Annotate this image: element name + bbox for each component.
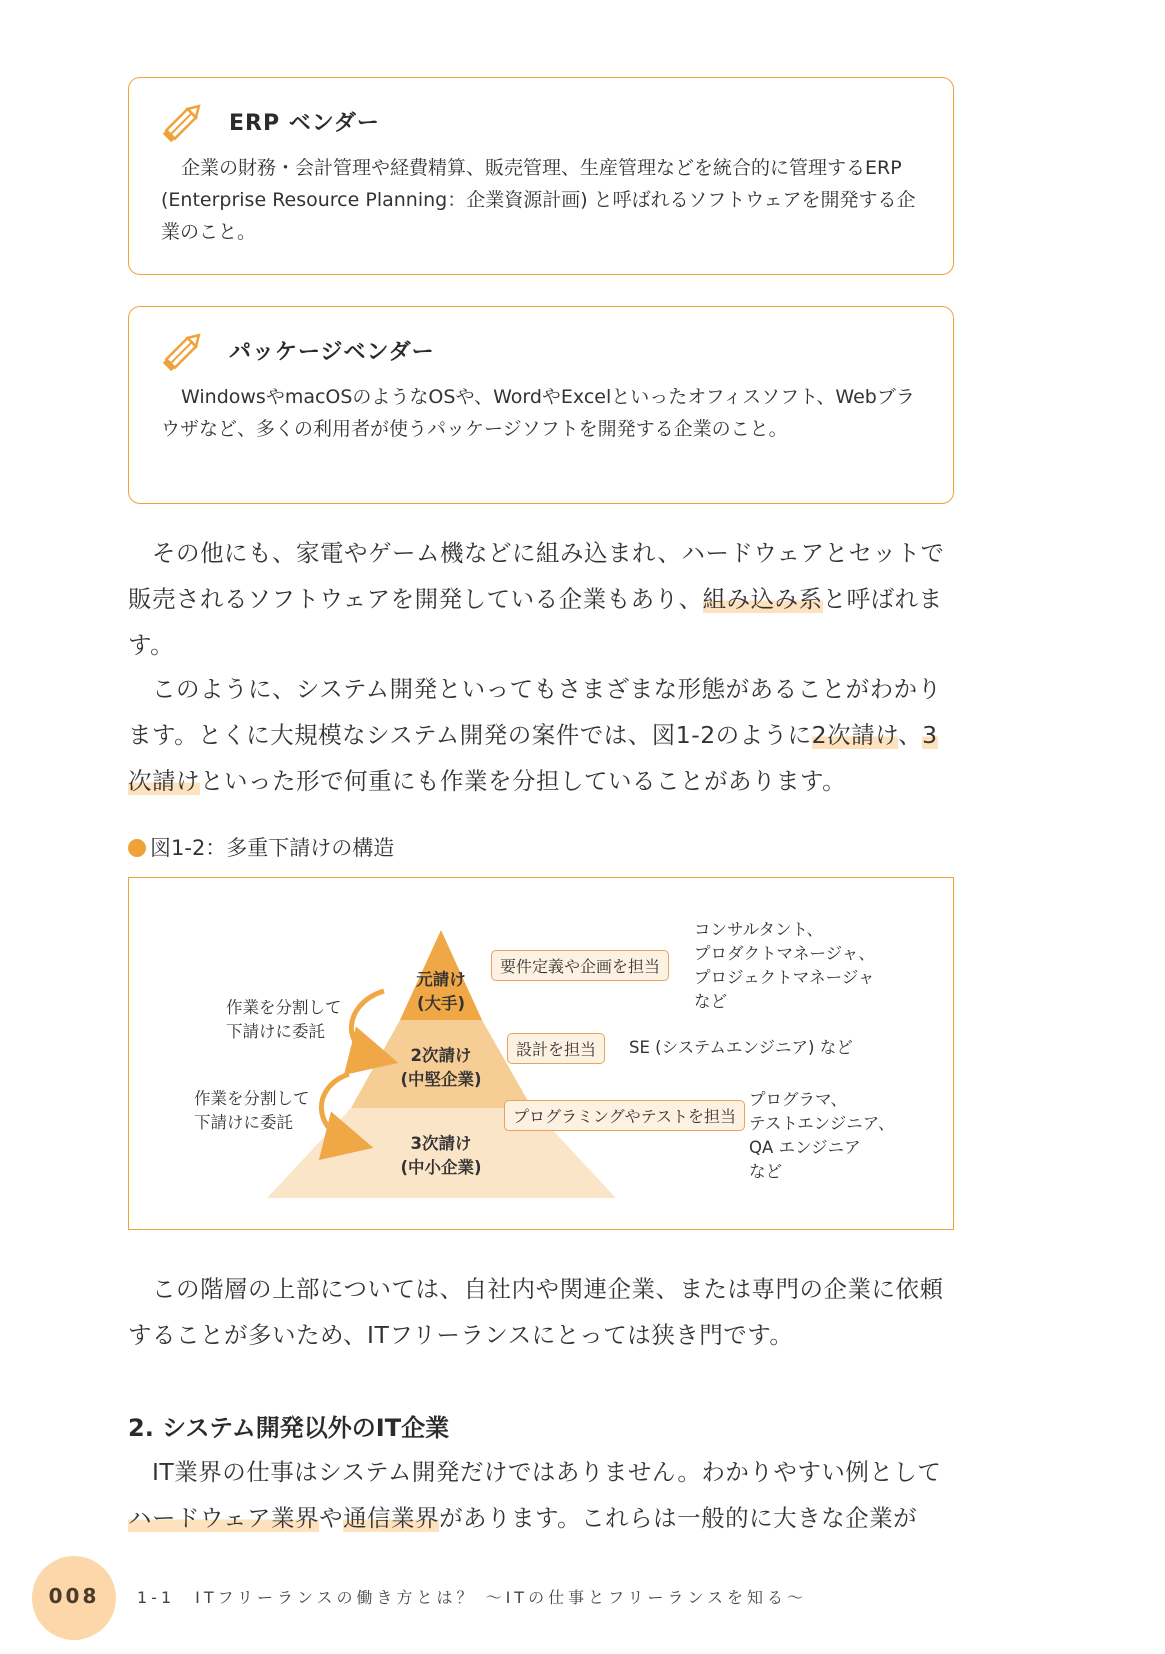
role-line: QA エンジニア <box>749 1138 861 1157</box>
text: があります。これらは一般的に大きな企業が <box>439 1504 918 1532</box>
box-body: WindowsやmacOSのようなOSや、WordやExcelといったオフィスソフト、Webブラウザなど、多くの利用者が使うパッケージソフトを開発する企業のこと。 <box>161 386 915 440</box>
tier-label-prime <box>391 968 491 1016</box>
box-title: ERP ベンダー <box>229 111 380 136</box>
role-line: テストエンジニア、 <box>749 1114 895 1133</box>
highlighted-term: 3次請け <box>128 721 938 795</box>
box-body: 企業の財務・会計管理や経費精算、販売管理、生産管理などを統合的に管理するERP (Enterprise Resource Planning：企業資源計画) と呼ばれるソフトウェアを開発する企業のこと。 <box>161 157 916 243</box>
role-line: プロダクトマネージャ、 <box>694 944 875 963</box>
arrow-label-line: 作業を分割して <box>226 998 342 1017</box>
paragraph-embedded <box>128 530 954 668</box>
arrow-label-2 <box>194 1087 310 1135</box>
tier-name: 3次請け <box>410 1134 472 1153</box>
section-heading: 2. システム開発以外のIT企業 <box>128 1414 450 1442</box>
callout-programming: プログラミングやテストを担当 <box>504 1100 745 1131</box>
text: その他にも、家電やゲーム機などに組み込まれ、ハードウェアとセットで販売されるソフトウェアを開発している企業もあり、 <box>128 539 945 613</box>
callout-requirements: 要件定義や企画を担当 <box>491 950 669 981</box>
text: と呼ばれます。 <box>128 585 943 659</box>
tier-size: (中小企業) <box>400 1158 482 1177</box>
tier-size: (中堅企業) <box>400 1070 482 1089</box>
arrow-label-line: 下請けに委託 <box>194 1113 293 1132</box>
figure-caption-text: 図1-2：多重下請けの構造 <box>150 836 395 860</box>
role-line: コンサルタント、 <box>694 920 824 939</box>
paragraph-subcontracting <box>128 666 954 804</box>
role-line: など <box>749 1162 782 1181</box>
pencil-icon <box>159 325 209 375</box>
text: といった形で何重にも作業を分担していることがあります。 <box>200 767 847 795</box>
figure-caption <box>128 832 394 862</box>
text: や <box>319 1504 344 1532</box>
roles-bottom <box>749 1088 894 1184</box>
box-title: パッケージベンダー <box>229 340 435 365</box>
arrow-label-1 <box>226 996 342 1044</box>
arrow-label-line: 下請けに委託 <box>226 1022 325 1041</box>
text: このように、システム開発といってもさまざまな形態があることがわかります。とくに大規模なシステム開発の案件では、図1-2のように <box>128 675 942 749</box>
bullet-dot-icon <box>128 839 146 857</box>
role-line: プログラマ、 <box>749 1090 848 1109</box>
roles-middle <box>629 1036 853 1060</box>
running-head: 1-1 ITフリーランスの働き方とは？ ～ITの仕事とフリーランスを知る～ <box>137 1588 807 1607</box>
term-box-erp <box>128 77 954 275</box>
term-box-package <box>128 306 954 504</box>
highlighted-term: 通信業界 <box>343 1504 440 1532</box>
role-line: プロジェクトマネージャ <box>694 968 875 987</box>
text: 、 <box>898 721 923 749</box>
pyramid-figure <box>128 877 954 1230</box>
highlighted-term: ハードウェア業界 <box>128 1504 320 1532</box>
highlighted-term: 組み込み系 <box>702 585 823 613</box>
tier-label-second <box>371 1044 511 1092</box>
callout-design: 設計を担当 <box>507 1033 605 1064</box>
tier-name: 2次請け <box>410 1046 472 1065</box>
pencil-icon <box>159 96 209 146</box>
tier-size: (大手) <box>416 994 466 1013</box>
tier-name: 元請け <box>416 970 466 989</box>
page-number: 008 <box>48 1584 100 1608</box>
highlighted-term: 2次請け <box>811 721 899 749</box>
tier-label-third <box>371 1132 511 1180</box>
text: IT業界の仕事はシステム開発だけではありません。わかりやすい例として <box>152 1458 942 1486</box>
page-number-badge <box>32 1556 116 1640</box>
role-line: SE (システムエンジニア) など <box>629 1038 853 1057</box>
role-line: など <box>694 992 727 1011</box>
arrow-label-line: 作業を分割して <box>194 1089 310 1108</box>
roles-top <box>694 918 875 1014</box>
paragraph-other-industries <box>128 1449 954 1541</box>
paragraph-narrow-gate: この階層の上部については、自社内や関連企業、または専門の企業に依頼することが多いため、ITフリーランスにとっては狭き門です。 <box>128 1275 944 1349</box>
